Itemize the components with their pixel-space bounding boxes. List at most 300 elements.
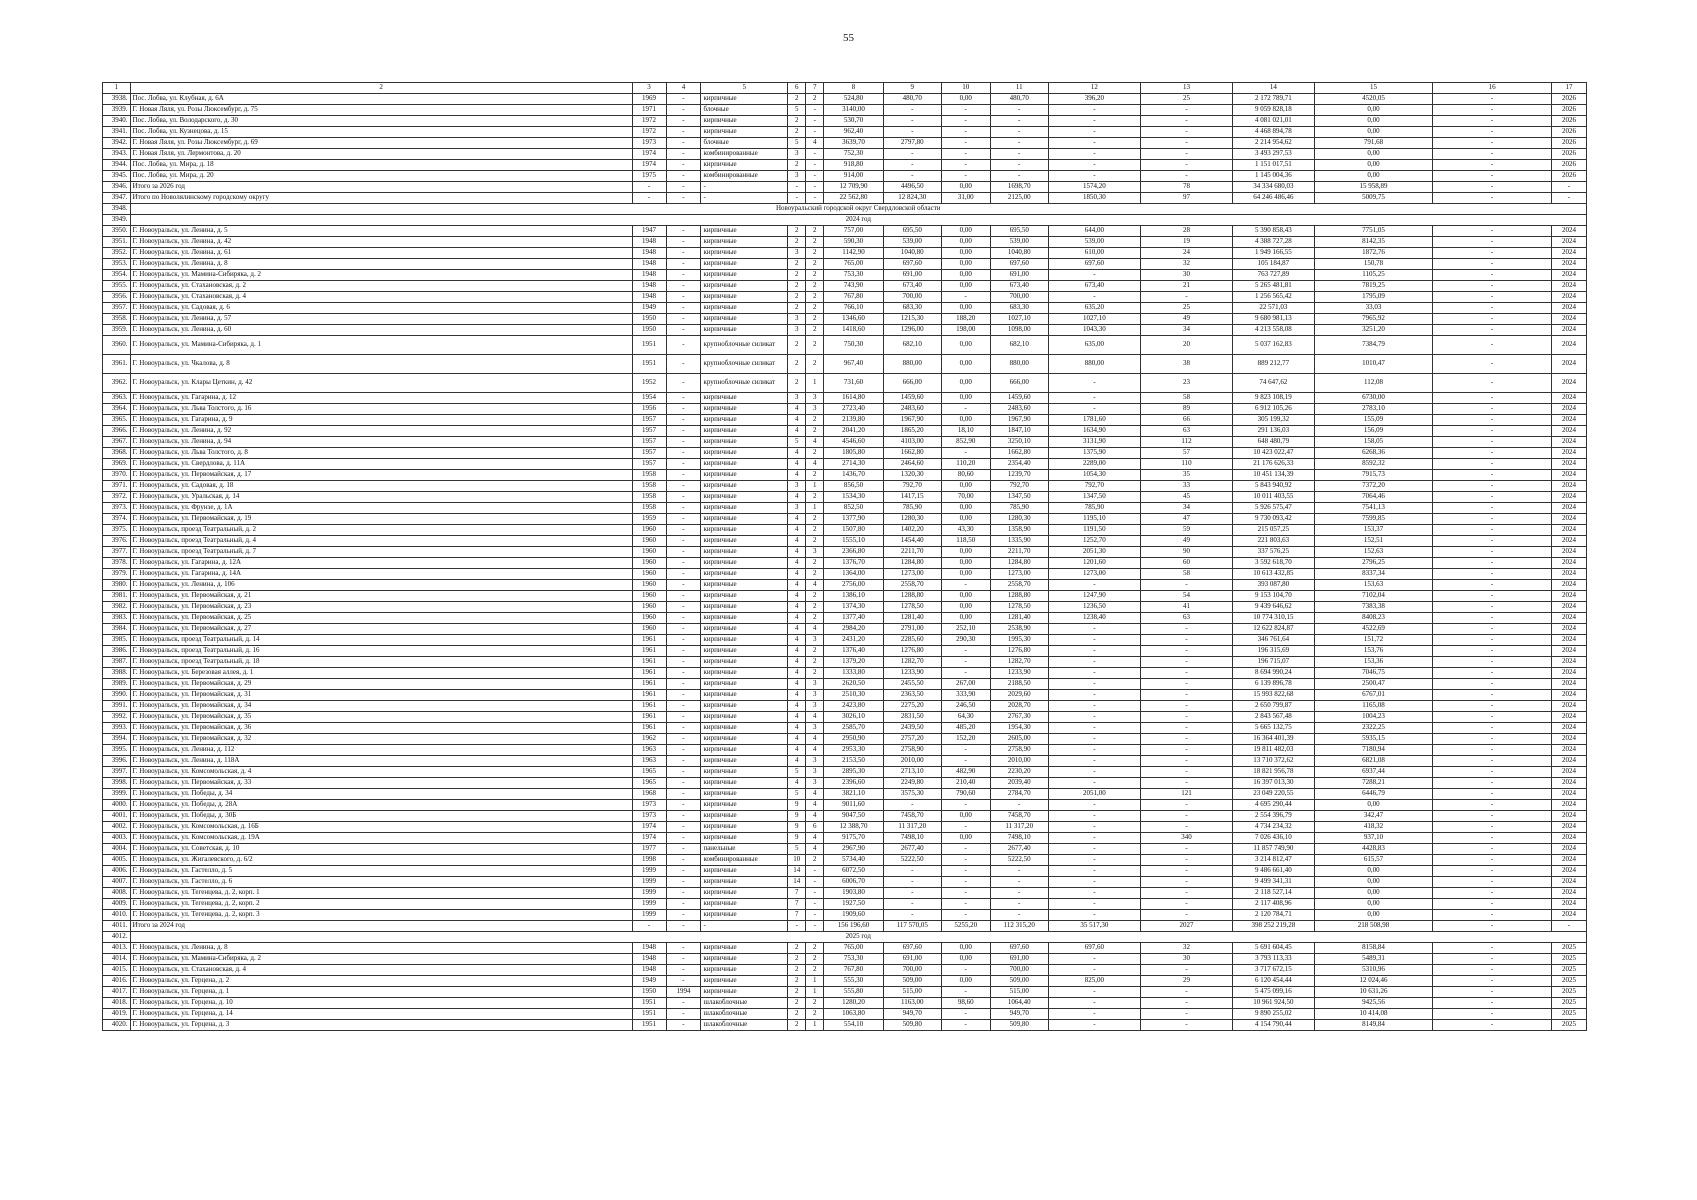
table-cell: 731,60 <box>824 374 883 393</box>
table-cell: - <box>1140 160 1232 171</box>
table-cell: - <box>1433 292 1552 303</box>
table-cell: 0,00 <box>1314 899 1433 910</box>
table-cell: 4 <box>806 580 824 591</box>
table-cell: 16 <box>1433 83 1552 94</box>
table-cell: - <box>1433 723 1552 734</box>
table-cell: 918,80 <box>824 160 883 171</box>
table-cell: 1375,90 <box>1048 448 1140 459</box>
table-cell: - <box>941 171 990 182</box>
table-cell: 2 <box>806 514 824 525</box>
table-cell: 5 <box>788 105 806 116</box>
table-cell: 6 912 105,26 <box>1233 404 1315 415</box>
table-cell: 2024 <box>1551 226 1586 237</box>
table-cell: - <box>1433 569 1552 580</box>
table-cell: 3992. <box>103 712 131 723</box>
table-cell: - <box>1048 745 1140 756</box>
table-cell: - <box>1433 127 1552 138</box>
table-cell: - <box>1048 734 1140 745</box>
table-cell: Г. Новоуральск, ул. Ленина, д. 61 <box>130 248 632 259</box>
table-cell: - <box>1433 547 1552 558</box>
table-cell: 6 <box>788 83 806 94</box>
table-cell: Г. Новоуральск, ул. Первомайская, д. 27 <box>130 624 632 635</box>
table-cell: - <box>666 613 701 624</box>
table-cell: Г. Новоуральск, ул. Герцена, д. 3 <box>130 1020 632 1031</box>
table-cell: - <box>1433 481 1552 492</box>
table-cell: - <box>1048 270 1140 281</box>
table-cell: - <box>1048 149 1140 160</box>
table-cell: кирпичные <box>701 657 788 668</box>
table-row <box>103 204 1587 215</box>
table-cell: 3 214 812,47 <box>1233 855 1315 866</box>
table-cell: - <box>666 536 701 547</box>
table-row <box>103 833 1587 844</box>
table-cell: Г. Новоуральск, ул. Гагарина, д. 14А <box>130 569 632 580</box>
table-cell: 5 <box>788 437 806 448</box>
table-cell: - <box>941 138 990 149</box>
table-cell: 4 <box>788 668 806 679</box>
table-cell: 8 <box>824 83 883 94</box>
table-cell: кирпичные <box>701 987 788 998</box>
table-cell: 196 315,69 <box>1233 646 1315 657</box>
table-cell: - <box>1048 987 1140 998</box>
table-row <box>103 756 1587 767</box>
table-cell: Итого по Новолялинскому городскому округу <box>130 193 632 204</box>
table-cell: 4 <box>788 635 806 646</box>
table-cell: 1555,10 <box>824 536 883 547</box>
table-cell: - <box>1433 822 1552 833</box>
table-cell: Г. Новоуральск, ул. Победы, д. 30Б <box>130 811 632 822</box>
table-cell: - <box>788 182 806 193</box>
table-cell: Новоуральский городской округ Свердловской области <box>130 204 1586 215</box>
table-cell: - <box>666 404 701 415</box>
table-cell: - <box>666 822 701 833</box>
table-cell: 509,00 <box>883 976 941 987</box>
table-cell: 700,00 <box>883 965 941 976</box>
table-cell: 2024 <box>1551 778 1586 789</box>
table-cell: 673,40 <box>1048 281 1140 292</box>
table-row <box>103 558 1587 569</box>
table-cell: 3944. <box>103 160 131 171</box>
table-cell: - <box>883 866 941 877</box>
table-cell: 3955. <box>103 281 131 292</box>
table-cell: 3998. <box>103 778 131 789</box>
table-row <box>103 525 1587 536</box>
table-cell: 2024 <box>1551 734 1586 745</box>
table-cell: Г. Новоуральск, ул. Первомайская, д. 19 <box>130 514 632 525</box>
table-cell: 2 <box>806 558 824 569</box>
table-cell: 1967,90 <box>883 415 941 426</box>
table-cell: 35 517,30 <box>1048 921 1140 932</box>
table-cell: 2024 <box>1551 437 1586 448</box>
table-cell: 2 <box>788 292 806 303</box>
table-cell: 1374,30 <box>824 602 883 613</box>
table-cell: 38 <box>1140 355 1232 374</box>
table-cell: 3942. <box>103 138 131 149</box>
table-cell: 1454,40 <box>883 536 941 547</box>
table-cell: 515,00 <box>990 987 1048 998</box>
table-cell: 4 <box>788 492 806 503</box>
table-cell: - <box>666 160 701 171</box>
table-cell: 480,70 <box>883 94 941 105</box>
table-cell: 3981. <box>103 591 131 602</box>
table-cell: 3131,90 <box>1048 437 1140 448</box>
table-cell: 2051,00 <box>1048 789 1140 800</box>
table-cell: - <box>1048 778 1140 789</box>
table-cell: 485,20 <box>941 723 990 734</box>
table-cell: 700,00 <box>990 292 1048 303</box>
table-cell: 153,63 <box>1314 580 1433 591</box>
table-cell: 0,00 <box>941 569 990 580</box>
table-cell: 1998 <box>632 855 666 866</box>
table-row <box>103 437 1587 448</box>
table-cell: Г. Новоуральск, ул. Уральская, д. 14 <box>130 492 632 503</box>
table-cell: 1239,70 <box>990 470 1048 481</box>
table-cell: 7819,25 <box>1314 281 1433 292</box>
table-cell: 2 214 954,62 <box>1233 138 1315 149</box>
table-cell: 246,50 <box>941 701 990 712</box>
table-cell: 3984. <box>103 624 131 635</box>
table-cell: 7965,92 <box>1314 314 1433 325</box>
table-cell: 1961 <box>632 646 666 657</box>
table-cell: - <box>1048 844 1140 855</box>
table-cell: 3 <box>806 404 824 415</box>
table-cell: 2 <box>788 976 806 987</box>
table-cell: - <box>1433 536 1552 547</box>
table-cell: кирпичные <box>701 833 788 844</box>
table-cell: - <box>941 657 990 668</box>
table-cell: 1948 <box>632 292 666 303</box>
table-cell: 2 <box>806 415 824 426</box>
table-cell: Г. Новоуральск, ул. Ленина, д. 8 <box>130 943 632 954</box>
table-cell: - <box>1433 866 1552 877</box>
table-cell: Г. Новоуральск, ул. Льва Толстого, д. 16 <box>130 404 632 415</box>
table-cell: 2953,30 <box>824 745 883 756</box>
table-cell: 697,60 <box>990 259 1048 270</box>
table-cell: кирпичные <box>701 325 788 336</box>
table-cell: - <box>666 558 701 569</box>
table-cell: 2024 <box>1551 558 1586 569</box>
table-cell: 6072,50 <box>824 866 883 877</box>
table-cell: 3994. <box>103 734 131 745</box>
table-cell: 3 <box>806 723 824 734</box>
table-cell: кирпичные <box>701 160 788 171</box>
table-cell: 9 890 255,02 <box>1233 1009 1315 1020</box>
table-cell: - <box>1048 646 1140 657</box>
table-cell: 3 <box>806 756 824 767</box>
table-cell: 1974 <box>632 822 666 833</box>
table-cell: 9 823 108,19 <box>1233 393 1315 404</box>
table-row <box>103 448 1587 459</box>
table-row <box>103 657 1587 668</box>
table-cell: - <box>941 116 990 127</box>
table-row <box>103 888 1587 899</box>
table-row <box>103 415 1587 426</box>
table-cell: - <box>1433 525 1552 536</box>
table-cell: 7180,94 <box>1314 745 1433 756</box>
table-cell: 2 <box>788 954 806 965</box>
table-cell: 4004. <box>103 844 131 855</box>
table-cell: 7383,38 <box>1314 602 1433 613</box>
table-cell: 1054,30 <box>1048 470 1140 481</box>
table-cell: 4005. <box>103 855 131 866</box>
table-cell: 1909,60 <box>824 910 883 921</box>
table-cell: 1386,10 <box>824 591 883 602</box>
table-cell: 3989. <box>103 679 131 690</box>
table-row <box>103 303 1587 314</box>
table-row <box>103 281 1587 292</box>
table-cell: 1949 <box>632 303 666 314</box>
table-cell: 3960. <box>103 336 131 355</box>
table-cell: 2024 <box>1551 657 1586 668</box>
table-cell: 4 <box>788 525 806 536</box>
table-cell: 3957. <box>103 303 131 314</box>
table-cell: - <box>1140 127 1232 138</box>
table-cell: 1960 <box>632 613 666 624</box>
table-cell: 691,00 <box>883 954 941 965</box>
table-cell: 2024 <box>1551 336 1586 355</box>
table-cell: 2026 <box>1551 94 1586 105</box>
table-cell: 0,00 <box>941 393 990 404</box>
table-cell: кирпичные <box>701 822 788 833</box>
table-cell: 218 508,98 <box>1314 921 1433 932</box>
table-cell: 1418,60 <box>824 325 883 336</box>
table-cell: 1960 <box>632 525 666 536</box>
table-cell: кирпичные <box>701 426 788 437</box>
table-cell: 45 <box>1140 492 1232 503</box>
table-cell: Г. Новоуральск, ул. Ленина, д. 5 <box>130 226 632 237</box>
table-cell: - <box>1433 281 1552 292</box>
table-cell: - <box>806 149 824 160</box>
table-cell: Г. Новоуральск, проезд Театральный, д. 2 <box>130 525 632 536</box>
table-cell: 118,50 <box>941 536 990 547</box>
table-cell: 29 <box>1140 976 1232 987</box>
table-cell: - <box>1433 459 1552 470</box>
table-cell: 112 <box>1140 437 1232 448</box>
table-cell: 509,00 <box>990 976 1048 987</box>
table-cell: 1962 <box>632 734 666 745</box>
table-cell: 2024 <box>1551 800 1586 811</box>
table-cell: - <box>1433 259 1552 270</box>
table-cell: - <box>666 833 701 844</box>
table-cell: 34 <box>1140 503 1232 514</box>
table-cell: Пос. Лобва, ул. Мира, д. 20 <box>130 171 632 182</box>
table-cell: 4428,83 <box>1314 844 1433 855</box>
table-cell: 1950 <box>632 314 666 325</box>
table-cell: - <box>1433 745 1552 756</box>
table-cell: 1781,60 <box>1048 415 1140 426</box>
table-cell: 4009. <box>103 899 131 910</box>
table-cell: 1238,40 <box>1048 613 1140 624</box>
table-cell: 0,00 <box>941 94 990 105</box>
table-cell: - <box>1048 899 1140 910</box>
table-cell: Г. Новоуральск, проезд Театральный, д. 4 <box>130 536 632 547</box>
table-cell: 1948 <box>632 943 666 954</box>
table-cell: 765,00 <box>824 943 883 954</box>
table-cell: 2396,60 <box>824 778 883 789</box>
table-cell: 2024 <box>1551 602 1586 613</box>
table-row <box>103 690 1587 701</box>
table-cell: 1957 <box>632 459 666 470</box>
table-cell: 2 650 799,87 <box>1233 701 1315 712</box>
table-row <box>103 899 1587 910</box>
table-cell: 3 <box>788 503 806 514</box>
table-row <box>103 646 1587 657</box>
table-cell: - <box>666 314 701 325</box>
table-cell: 4019. <box>103 1009 131 1020</box>
table-cell: - <box>883 105 941 116</box>
table-cell: 9 486 661,40 <box>1233 866 1315 877</box>
table-row <box>103 965 1587 976</box>
table-cell: 1335,90 <box>990 536 1048 547</box>
table-cell: - <box>1140 149 1232 160</box>
table-cell: 752,30 <box>824 149 883 160</box>
table-row <box>103 160 1587 171</box>
table-cell: - <box>1140 734 1232 745</box>
table-cell: 1972 <box>632 127 666 138</box>
table-cell: 1163,00 <box>883 998 941 1009</box>
table-cell: 2026 <box>1551 127 1586 138</box>
table-cell: 2 <box>130 83 632 94</box>
table-cell: - <box>1140 866 1232 877</box>
table-cell: 1903,80 <box>824 888 883 899</box>
table-cell: - <box>941 888 990 899</box>
table-cell: 3946. <box>103 182 131 193</box>
table-cell: - <box>883 888 941 899</box>
table-cell: 4 <box>788 426 806 437</box>
table-cell: 2500,47 <box>1314 679 1433 690</box>
table-cell: 1974 <box>632 149 666 160</box>
table-cell: 4018. <box>103 998 131 1009</box>
table-cell: 10 961 924,50 <box>1233 998 1315 1009</box>
table-cell: - <box>1433 437 1552 448</box>
table-cell: 4 <box>788 448 806 459</box>
table-row <box>103 701 1587 712</box>
table-cell: Г. Новоуральск, ул. Герцена, д. 1 <box>130 987 632 998</box>
table-cell: - <box>1048 756 1140 767</box>
table-cell: 2439,50 <box>883 723 941 734</box>
table-cell: - <box>1140 701 1232 712</box>
table-cell: 4007. <box>103 877 131 888</box>
table-cell: 221 803,63 <box>1233 536 1315 547</box>
table-cell: кирпичные <box>701 127 788 138</box>
table-cell: 2757,20 <box>883 734 941 745</box>
table-cell: 49 <box>1140 314 1232 325</box>
table-cell: 2024 <box>1551 679 1586 690</box>
table-cell: - <box>941 965 990 976</box>
table-cell: - <box>666 374 701 393</box>
table-cell: 3995. <box>103 745 131 756</box>
table-cell: - <box>1048 635 1140 646</box>
table-cell: 2024 <box>1551 481 1586 492</box>
table-cell: 2024 год <box>130 215 1586 226</box>
table-cell: - <box>1140 712 1232 723</box>
table-cell: 3821,10 <box>824 789 883 800</box>
table-cell: 792,70 <box>883 481 941 492</box>
table-cell: 23 <box>1140 374 1232 393</box>
table-cell: 1956 <box>632 404 666 415</box>
table-cell: 112 315,20 <box>990 921 1048 932</box>
table-cell: кирпичные <box>701 613 788 624</box>
table-cell: 700,00 <box>883 292 941 303</box>
table-cell: 2 <box>806 470 824 481</box>
table-cell: 5 390 858,43 <box>1233 226 1315 237</box>
table-cell: 4520,05 <box>1314 94 1433 105</box>
table-cell: 5 691 604,45 <box>1233 943 1315 954</box>
table-cell: 2538,90 <box>990 624 1048 635</box>
table-cell: 2 <box>806 355 824 374</box>
table-cell: - <box>1433 591 1552 602</box>
table-cell: 2139,80 <box>824 415 883 426</box>
table-cell: 4 <box>788 558 806 569</box>
table-cell: 4 <box>788 778 806 789</box>
table-cell: 2 <box>806 591 824 602</box>
table-cell: - <box>1433 635 1552 646</box>
table-cell: - <box>666 811 701 822</box>
table-cell: - <box>1433 877 1552 888</box>
table-cell: 2984,20 <box>824 624 883 635</box>
table-cell: 2322,25 <box>1314 723 1433 734</box>
table-cell: 673,40 <box>990 281 1048 292</box>
table-cell: - <box>941 105 990 116</box>
table-cell: - <box>666 778 701 789</box>
table-cell: 0,00 <box>941 259 990 270</box>
table-cell: 697,60 <box>990 943 1048 954</box>
table-row <box>103 83 1587 94</box>
table-cell: - <box>666 116 701 127</box>
table-cell: - <box>1433 248 1552 259</box>
table-cell: кирпичные <box>701 448 788 459</box>
table-cell: 1960 <box>632 547 666 558</box>
table-cell: - <box>666 1020 701 1031</box>
table-cell: 3999. <box>103 789 131 800</box>
table-cell: 398 252 219,28 <box>1233 921 1315 932</box>
table-cell: - <box>1140 877 1232 888</box>
table-cell: - <box>666 237 701 248</box>
table-cell: 1959 <box>632 514 666 525</box>
table-cell: 2558,70 <box>990 580 1048 591</box>
table-cell: - <box>666 976 701 987</box>
table-cell: - <box>666 602 701 613</box>
table-cell: 3251,20 <box>1314 325 1433 336</box>
table-cell: - <box>1433 888 1552 899</box>
table-cell: - <box>1048 393 1140 404</box>
table-cell: 1280,30 <box>883 514 941 525</box>
table-cell: 2 <box>806 303 824 314</box>
table-cell: - <box>1140 105 1232 116</box>
table-cell: - <box>1140 292 1232 303</box>
table-cell: 3140,00 <box>824 105 883 116</box>
table-cell: 10 011 403,55 <box>1233 492 1315 503</box>
table-cell: 210,40 <box>941 778 990 789</box>
table-cell: 666,00 <box>883 374 941 393</box>
table-cell: кирпичные <box>701 635 788 646</box>
table-cell: - <box>666 855 701 866</box>
table-cell: 554,10 <box>824 1020 883 1031</box>
table-cell: 9175,70 <box>824 833 883 844</box>
table-cell: 2 120 784,71 <box>1233 910 1315 921</box>
table-cell: 856,50 <box>824 481 883 492</box>
table-cell: 1957 <box>632 426 666 437</box>
table-cell: 3951. <box>103 237 131 248</box>
table-cell: 3977. <box>103 547 131 558</box>
table-cell: 2025 <box>1551 987 1586 998</box>
table-cell: 0,00 <box>1314 910 1433 921</box>
table-cell: - <box>1048 292 1140 303</box>
table-cell: 1296,00 <box>883 325 941 336</box>
table-cell: 2010,00 <box>883 756 941 767</box>
table-cell: 12 622 824,87 <box>1233 624 1315 635</box>
table-cell: 2024 <box>1551 503 1586 514</box>
